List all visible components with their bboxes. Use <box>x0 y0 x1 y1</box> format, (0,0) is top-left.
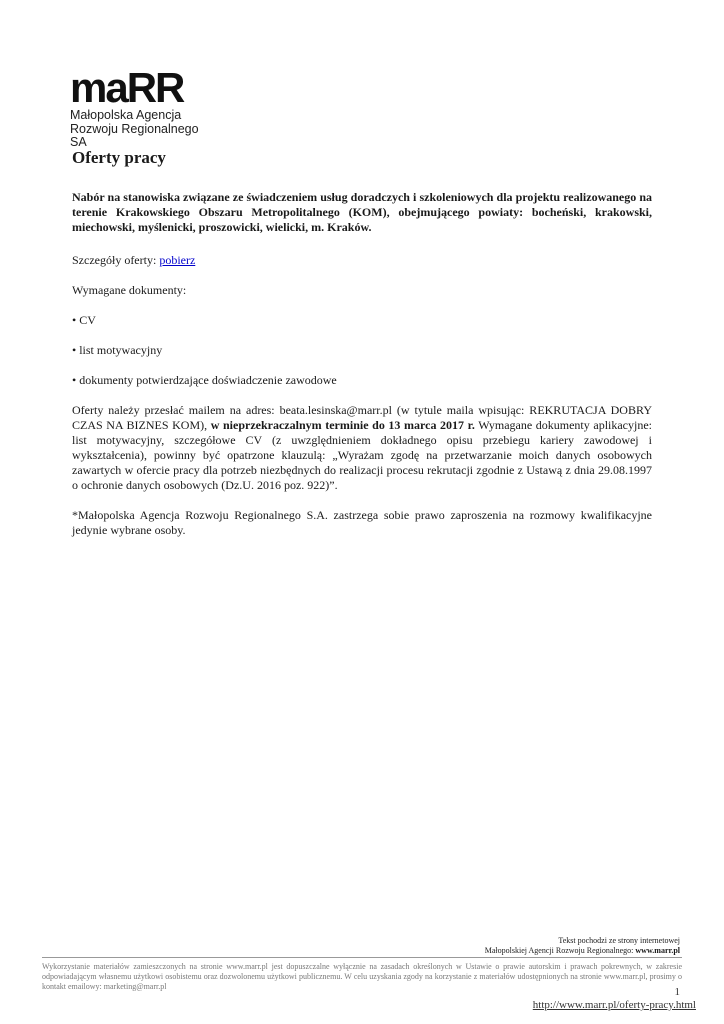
download-link[interactable]: pobierz <box>159 253 196 267</box>
logo-line-1: Małopolska Agencja <box>70 108 182 122</box>
intro-paragraph: Nabór na stanowiska związane ze świadczeniem usług doradczych i szkoleniowych dla projektu realizowanego na terenie Krakowskiego Obszaru Metropolitalnego (KOM), obejmującego powiaty: bocheński, krakowski, miechowski, myślenicki, proszowicki, wielicki, m. Kraków. <box>72 190 652 234</box>
source-line-1: Tekst pochodzi ze strony internetowej <box>558 936 680 945</box>
details-label: Szczegóły oferty: <box>72 253 160 267</box>
offer-text-1: Oferty należy przesłać mailem na adres: beata.lesinska@marr.pl (w tytule maila wpisując: REKRUTACJA DOBRY CZAS NA BIZNES KOM), <box>72 403 652 432</box>
page-title: Oferty pracy <box>72 148 166 167</box>
footer-divider <box>42 957 682 958</box>
main-content <box>72 148 652 553</box>
offer-text-2: Wymagane dokumenty aplikacyjne: list motywacyjny, szczegółowe CV (z uwzględnieniem dokładnego opisu przebiegu kariery zawodowej i wykształcenia), powinny być opatrzone klauzulą: „Wyrażam zgodę na przetwarzanie moich danych osobowych zawartych w ofercie pracy dla potrzeb niezbędnych do realizacji procesu rekrutacji zgodnie z Ustawą z dnia 29.08.1997 o ochronie danych osobowych (Dz.U. 2016 poz. 922)”. <box>72 418 653 492</box>
source-prefix: Małopolskiej Agencji Rozwoju Regionalnego: <box>484 946 636 955</box>
offer-paragraph <box>72 403 652 493</box>
offer-deadline: w nieprzekraczalnym terminie do 13 marca 2017 r. <box>210 418 475 432</box>
marr-logo-icon <box>70 68 200 108</box>
note-paragraph: *Małopolska Agencja Rozwoju Regionalnego S.A. zastrzega sobie prawo zaproszenia na rozmowy kwalifikacyjne jedynie wybrane osoby. <box>72 508 652 537</box>
logo-wordmark: maRR <box>70 68 184 108</box>
document-item-letter: • list motywacyjny <box>72 343 163 357</box>
page-url-link[interactable]: http://www.marr.pl/oferty-pracy.html <box>532 999 696 1011</box>
source-line-2 <box>485 946 680 956</box>
documents-label: Wymagane dokumenty: <box>72 283 187 297</box>
document-item-cv: • CV <box>72 313 96 327</box>
details-line <box>72 253 652 268</box>
page-number: 1 <box>674 986 680 998</box>
source-site: www.marr.pl <box>635 946 680 955</box>
document-item-experience: • dokumenty potwierdzające doświadczenie zawodowe <box>72 373 337 387</box>
legal-notice: Wykorzystanie materiałów zamieszczonych na stronie www.marr.pl jest dopuszczalne wyłącznie na zasadach określonych w Ustawie o prawie autorskim i prawach pokrewnych, w zakresie odpowiadającym własnemu użytkowi osobistemu oraz dozwolonemu użytkowi publicznemu. W celu uzyskania zgody na korzystanie z materiałów udostępnionych na stronie www.marr.pl, prosimy o kontakt emailowy: marketing@marr.pl <box>42 962 682 991</box>
logo-line-2: Rozwoju Regionalnego SA <box>70 122 199 149</box>
marr-logo <box>70 68 210 149</box>
